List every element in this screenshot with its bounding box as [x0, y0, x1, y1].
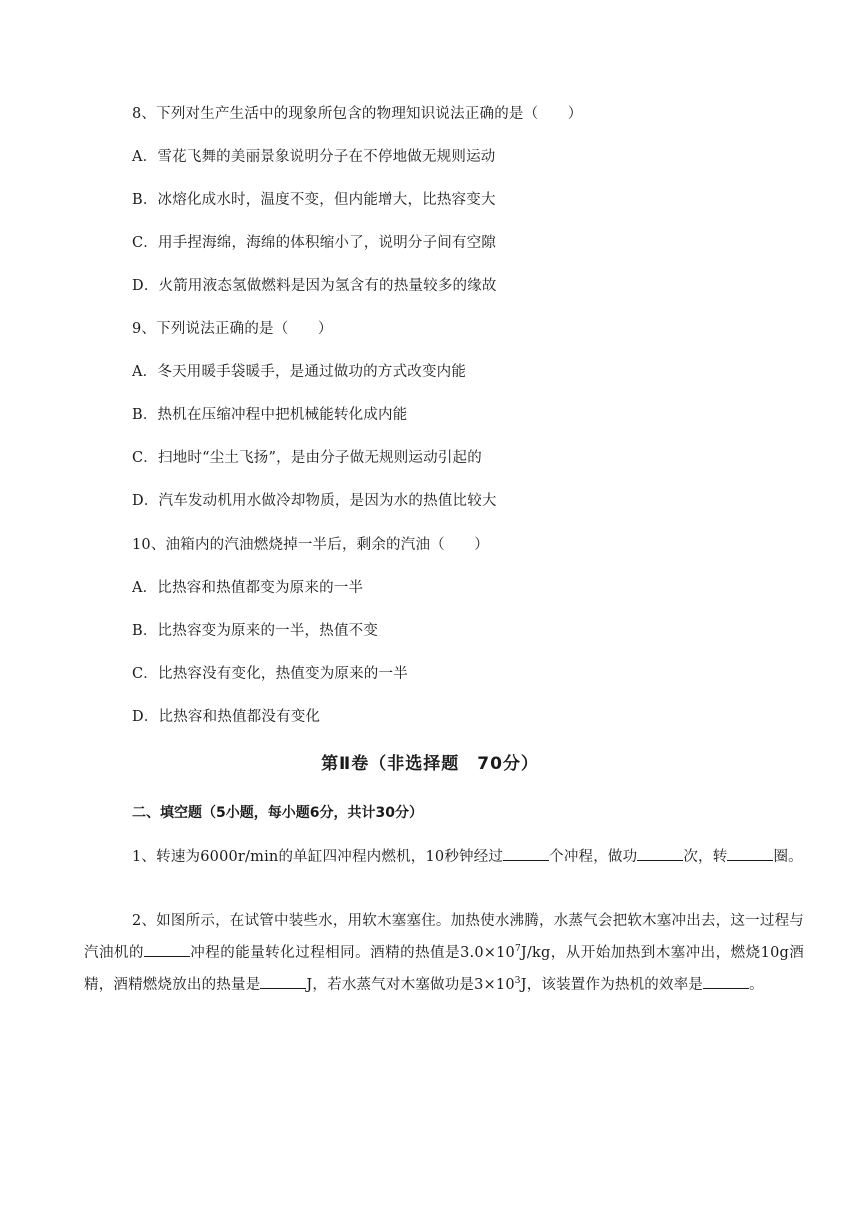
question-8-option-b: B．冰熔化成水时，温度不变，但内能增大，比热容变大: [132, 192, 496, 208]
question-10-option-c: C．比热容没有变化，热值变为原来的一半: [132, 666, 408, 682]
fill-q2-exponent-2: 3: [514, 976, 521, 987]
question-9-option-b: B．热机在压缩冲程中把机械能转化成内能: [132, 407, 408, 423]
answer-blank: [503, 846, 549, 861]
answer-blank: [637, 846, 683, 861]
question-9-option-a: A．冬天用暖手袋暖手，是通过做功的方式改变内能: [132, 364, 467, 380]
question-8-option-a: A．雪花飞舞的美丽景象说明分子在不停地做无规则运动: [132, 149, 496, 165]
fill-q2-text-6: 。: [749, 977, 764, 993]
answer-blank: [727, 846, 773, 861]
fill-q2-text-2: 冲程的能量转化过程相同。酒精的热值是3.0×10: [189, 945, 515, 961]
fill-q1-text-4: 圈。: [773, 849, 803, 865]
fill-question-2: [84, 905, 804, 1001]
fill-q2-text-4: J，若水蒸气对木塞做功是3×10: [306, 977, 515, 993]
fill-question-1: [84, 841, 804, 873]
fill-q2-text-3: J/kg，从开始加热到木塞冲出，燃烧10g酒精，酒精燃烧放出的热量是: [84, 945, 804, 993]
question-10-option-a: A．比热容和热值都变为原来的一半: [132, 580, 364, 596]
answer-blank: [703, 974, 749, 989]
question-10-option-d: D．比热容和热值都没有变化: [132, 709, 321, 725]
answer-blank: [144, 942, 190, 957]
answer-blank: [260, 974, 306, 989]
question-9-option-c: C．扫地时“尘土飞扬”，是由分子做无规则运动引起的: [132, 450, 482, 466]
section-2-title: 第Ⅱ卷（非选择题 70分）: [321, 754, 539, 774]
fill-q1-text-2: 个冲程，做功: [549, 849, 638, 865]
fill-q1-text-1: 1、转速为6000r/min的单缸四冲程内燃机，10秒钟经过: [132, 849, 504, 865]
fill-q2-exponent-1: 7: [514, 944, 521, 955]
fill-q2-text-5: J，该装置作为热机的效率是: [520, 977, 704, 993]
question-10-stem: 10、油箱内的汽油燃烧掉一半后，剩余的汽油（ ）: [132, 537, 489, 553]
question-9-option-d: D．汽车发动机用水做冷却物质，是因为水的热值比较大: [132, 493, 497, 509]
question-8-stem: 8、下列对生产生活中的现象所包含的物理知识说法正确的是（ ）: [132, 106, 583, 122]
question-9-stem: 9、下列说法正确的是（ ）: [132, 321, 333, 337]
fill-q1-text-3: 次，转: [683, 849, 728, 865]
question-10-option-b: B．比热容变为原来的一半，热值不变: [132, 623, 379, 639]
question-8-option-d: D．火箭用液态氢做燃料是因为氢含有的热量较多的缘故: [132, 278, 497, 294]
question-8-option-c: C．用手捏海绵，海绵的体积缩小了，说明分子间有空隙: [132, 235, 497, 251]
fill-in-section-heading: 二、填空题（5小题，每小题6分，共计30分）: [132, 805, 423, 821]
fill-q2-text-1: 2、如图所示，在试管中装些水，用软木塞塞住。加热使水沸腾，水蒸气会把软木塞冲出去，这一过程与汽油机的: [84, 913, 804, 961]
